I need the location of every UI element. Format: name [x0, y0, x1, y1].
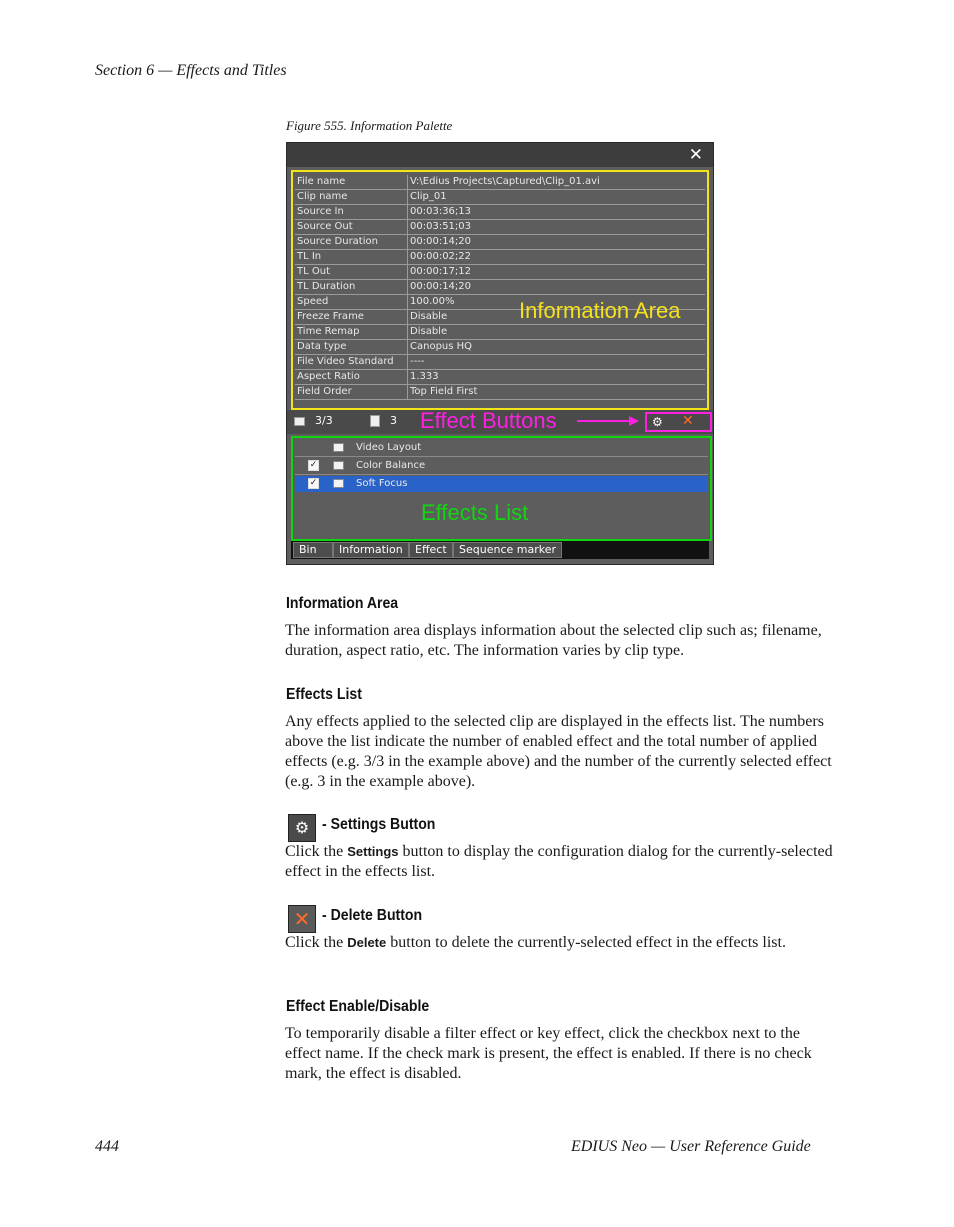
info-key: Clip name — [295, 190, 408, 205]
info-key: Field Order — [295, 385, 408, 400]
page-number: 444 — [95, 1138, 119, 1155]
info-row — [295, 220, 705, 235]
delete-button-icon: ✕ — [288, 905, 316, 933]
effect-icon — [333, 479, 344, 488]
effect-count: 3/3 — [315, 414, 333, 427]
info-row — [295, 205, 705, 220]
info-key: TL Out — [295, 265, 408, 280]
info-value: Top Field First — [408, 385, 706, 400]
info-value: 00:03:36;13 — [408, 205, 706, 220]
enable-checkbox[interactable]: ✓ — [309, 460, 318, 470]
info-value: Disable — [408, 325, 706, 340]
effects-list-label: Effects List — [421, 500, 529, 525]
tab-bin[interactable]: Bin — [293, 542, 333, 558]
information-area-heading: Information Area — [286, 595, 399, 612]
info-key: Source In — [295, 205, 408, 220]
info-row — [295, 385, 705, 400]
effect-row[interactable] — [295, 458, 708, 475]
effect-name: Soft Focus — [356, 478, 408, 489]
effect-buttons-bar — [287, 410, 713, 434]
effect-name: Color Balance — [356, 460, 426, 471]
info-row — [295, 265, 705, 280]
enable-checkbox[interactable]: ✓ — [309, 478, 318, 488]
information-area — [291, 170, 709, 410]
info-value: ---- — [408, 355, 706, 370]
info-row — [295, 355, 705, 370]
info-key: File name — [295, 175, 408, 190]
effect-icon — [333, 443, 344, 452]
effect-buttons-group — [645, 412, 712, 432]
info-value: 00:00:14;20 — [408, 235, 706, 250]
info-key: Time Remap — [295, 325, 408, 340]
close-icon[interactable]: ✕ — [688, 145, 703, 165]
settings-button-icon: ⚙ — [288, 814, 316, 842]
selected-effect-number: 3 — [390, 414, 397, 427]
info-value: Clip_01 — [408, 190, 706, 205]
info-key: Freeze Frame — [295, 310, 408, 325]
effect-count-icon — [294, 417, 305, 426]
info-value: 00:00:02;22 — [408, 250, 706, 265]
info-value: Canopus HQ — [408, 340, 706, 355]
effect-enable-text: To temporarily disable a filter effect or key effect, click the checkbox next to the effect name. If the check mark is present, the effect is enabled. If there is no check mark, the effect is disabled. — [285, 1025, 812, 1082]
info-value: 00:00:17;12 — [408, 265, 706, 280]
info-key: TL Duration — [295, 280, 408, 295]
arrow-icon — [577, 416, 639, 426]
settings-icon[interactable]: ⚙ — [652, 415, 663, 429]
delete-icon[interactable]: ✕ — [682, 413, 694, 429]
info-value: 1.333 — [408, 370, 706, 385]
figure-caption: Figure 555. Information Palette — [286, 118, 453, 133]
info-value: 00:03:51;03 — [408, 220, 706, 235]
tab-information[interactable]: Information — [333, 542, 409, 558]
info-key: File Video Standard — [295, 355, 408, 370]
tab-effect[interactable]: Effect — [409, 542, 453, 558]
info-key: Aspect Ratio — [295, 370, 408, 385]
delete-button-text: Click the Delete button to delete the currently-selected effect in the effects list. — [285, 934, 786, 951]
info-row — [295, 235, 705, 250]
section-header: Section 6 — Effects and Titles — [95, 62, 287, 79]
information-table — [295, 175, 705, 400]
palette-titlebar — [287, 143, 713, 167]
information-palette — [286, 142, 714, 565]
info-key: Source Duration — [295, 235, 408, 250]
info-key: Data type — [295, 340, 408, 355]
information-area-text: The information area displays information about the selected clip such as; filename, duration, aspect ratio, etc. The information varies by clip type. — [285, 622, 822, 659]
info-value: 100.00% — [408, 295, 706, 310]
info-row — [295, 325, 705, 340]
selected-effect-icon — [370, 415, 380, 427]
effect-name: Video Layout — [356, 442, 422, 453]
info-row — [295, 190, 705, 205]
info-value: V:\Edius Projects\Captured\Clip_01.avi — [408, 175, 706, 190]
effect-enable-heading: Effect Enable/Disable — [286, 998, 430, 1015]
info-key: Source Out — [295, 220, 408, 235]
settings-button-heading: - Settings Button — [322, 816, 436, 833]
palette-tabs — [291, 541, 709, 559]
info-row — [295, 250, 705, 265]
tab-sequence-marker[interactable]: Sequence marker — [453, 542, 562, 558]
effect-buttons-label: Effect Buttons — [420, 408, 557, 433]
information-area-label: Information Area — [519, 298, 681, 323]
info-value: Disable — [408, 310, 706, 325]
info-value: 00:00:14;20 — [408, 280, 706, 295]
delete-button-heading: - Delete Button — [322, 907, 423, 924]
effects-list — [291, 436, 712, 541]
effects-list-heading: Effects List — [286, 686, 362, 703]
effect-row[interactable] — [295, 440, 708, 457]
info-row — [295, 280, 705, 295]
info-row — [295, 175, 705, 190]
settings-button-text: Click the Settings button to display the configuration dialog for the currently-selected effect in the effects list. — [285, 843, 833, 880]
info-row — [295, 340, 705, 355]
info-key: TL In — [295, 250, 408, 265]
effects-list-text: Any effects applied to the selected clip are displayed in the effects list. The numbers above the list indicate the number of enabled effect and the total number of applied effects (e.g. 3/3 in the example above) and the number of the currently selected effect (e.g. 3 in the example above). — [285, 713, 832, 790]
effect-icon — [333, 461, 344, 470]
info-key: Speed — [295, 295, 408, 310]
effect-row[interactable] — [295, 476, 708, 492]
guide-title: EDIUS Neo — User Reference Guide — [571, 1138, 811, 1155]
info-row — [295, 370, 705, 385]
